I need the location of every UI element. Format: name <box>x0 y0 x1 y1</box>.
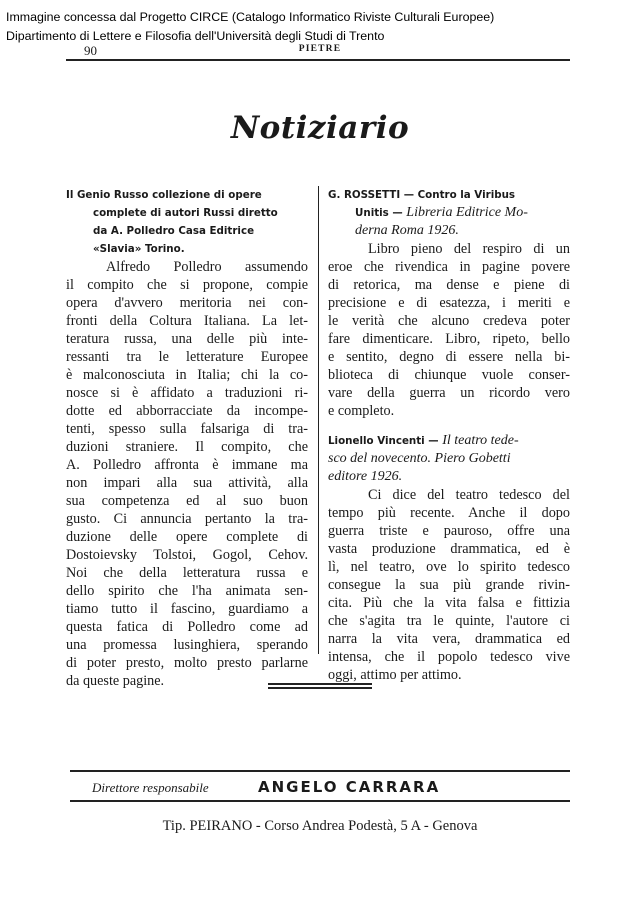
heading-line: «Slavia» Torino. <box>93 243 185 255</box>
text-line: dello spirito che l'ha animata sen- <box>66 583 308 599</box>
text-line: di poter presto, molto presto parlarne <box>66 655 308 671</box>
heading-publisher: Libreria Editrice Mo- <box>406 205 528 220</box>
text-line: narra la vita vera, drammatica ed <box>328 631 570 647</box>
text-line: tenti, spesso sulla falsariga di tra- <box>66 421 308 437</box>
text-line: precisione e di esatezza, i meriti e <box>328 295 570 311</box>
review-body-rossetti <box>328 240 570 420</box>
printer-imprint: Tip. PEIRANO - Corso Andrea Podestà, 5 A - Genova <box>162 818 478 834</box>
text-line: sua competenza ed al suo buon <box>66 493 308 509</box>
text-line: ressanti tra le letterature Europee <box>66 349 308 365</box>
text-line: gusto. Ci annuncia pertanto la tra- <box>66 511 308 527</box>
heading-publisher: derna Roma 1926. <box>355 223 459 238</box>
heading-text: Unitis — <box>355 207 407 219</box>
text-line: Libro pieno del respiro di un <box>368 241 570 257</box>
text-line: guerra triste e pauroso, offre una <box>328 523 570 539</box>
text-line: A. Polledro affronta è immane ma <box>66 457 308 473</box>
text-line: tempo più recente. Anche il dopo <box>328 505 570 521</box>
text-line: blioteca di chiunque vuole conser- <box>328 367 570 383</box>
text-line: nosce si è affidato a traduzioni ri- <box>66 385 308 401</box>
text-line: fronti della Coltura Italiana. La let- <box>66 313 308 329</box>
text-line: duzioni straniere. Il compito, che <box>66 439 308 455</box>
heading-title: Il teatro tede- <box>442 433 519 448</box>
running-head: PIETRE <box>298 44 342 54</box>
text-line: non impari alla sua attività, alla <box>66 475 308 491</box>
book-heading-rossetti <box>328 186 570 240</box>
text-line: cita. Più che la vita falsa e fittizia <box>328 595 570 611</box>
text-line: questa fatica di Polledro come ad <box>66 619 308 635</box>
text-line: e completo. <box>328 403 395 419</box>
text-line: una promessa lusinghiera, sperando <box>66 637 308 653</box>
heading-line: da A. Polledro Casa Editrice <box>93 225 255 237</box>
right-column <box>328 186 570 684</box>
column-divider <box>318 186 319 654</box>
section-end-ornament <box>268 683 372 691</box>
text-line: teratura russa, una delle più inte- <box>66 331 308 347</box>
page-number: 90 <box>84 43 97 58</box>
left-column <box>66 186 308 690</box>
heading-line: Il Genio Russo collezione di opere <box>66 189 262 201</box>
footer-rule-top <box>70 770 570 772</box>
review-body-polledro <box>66 258 308 690</box>
text-line: oggi, attimo per attimo. <box>328 667 462 683</box>
text-line: le verità che alcuno credeva poter <box>328 313 570 329</box>
heading-publisher: editore 1926. <box>328 469 403 484</box>
text-line: Dostoievsky Tolstoi, Gogol, Cehov. <box>66 547 308 563</box>
heading-author: Lionello Vincenti — <box>328 435 443 447</box>
book-heading-polledro <box>66 186 308 258</box>
footer-rule-bottom <box>70 800 570 802</box>
text-line: Alfredo Polledro assumendo <box>106 259 308 275</box>
heading-line: complete di autori Russi diretto <box>93 207 278 219</box>
text-line: Noi che della letteratura russa e <box>66 565 308 581</box>
text-line: vare della guerra un ricordo vero <box>328 385 570 401</box>
director-label: Direttore responsabile <box>92 780 209 795</box>
heading-title: sco del novecento. Piero Gobetti <box>328 451 511 466</box>
credit-line-1: Immagine concessa dal Progetto CIRCE (Catalogo Informatico Riviste Culturali Europee) <box>6 10 495 24</box>
credit-line-2: Dipartimento di Lettere e Filosofia dell'Università degli Studi di Trento <box>6 29 385 43</box>
text-line: dotte ed abborracciate da incompe- <box>66 403 308 419</box>
section-title: Notiziario <box>230 110 410 146</box>
text-line: consegue la sua più grande rivin- <box>328 577 570 593</box>
text-line: che s'agita tra le quinte, l'autore ci <box>328 613 570 629</box>
review-body-vincenti <box>328 486 570 684</box>
text-line: lì, nel teatro, ove lo spirito tedesco <box>328 559 570 575</box>
text-line: vasta produzione drammatica, ed è <box>328 541 570 557</box>
heading-author: G. ROSSETTI — Contro la Viribus <box>328 189 516 201</box>
text-line: il compito che si propone, compie <box>66 277 308 293</box>
text-line: duzione delle opere complete di <box>66 529 308 545</box>
text-line: tiamo tutto il fascino, guardiamo a <box>66 601 308 617</box>
book-heading-vincenti <box>328 432 570 486</box>
text-line: di retorica, ma dense e piene di <box>328 277 570 293</box>
text-line: intensa, che il popolo tedesco vive <box>328 649 570 665</box>
text-line: eroe che rivendica in pagine povere <box>328 259 570 275</box>
text-line: fare dimenticare. Libro, ripeto, bello <box>328 331 570 347</box>
header-rule <box>66 59 570 61</box>
text-line: da queste pagine. <box>66 673 165 689</box>
text-line: è malconosciuta in Italia; chi la co- <box>66 367 308 383</box>
text-line: e sentito, degno di essere nella bi- <box>328 349 570 365</box>
text-line: opera d'avvero meritoria nei con- <box>66 295 308 311</box>
director-name: ANGELO CARRARA <box>258 778 441 796</box>
text-line: Ci dice del teatro tedesco del <box>368 487 570 503</box>
